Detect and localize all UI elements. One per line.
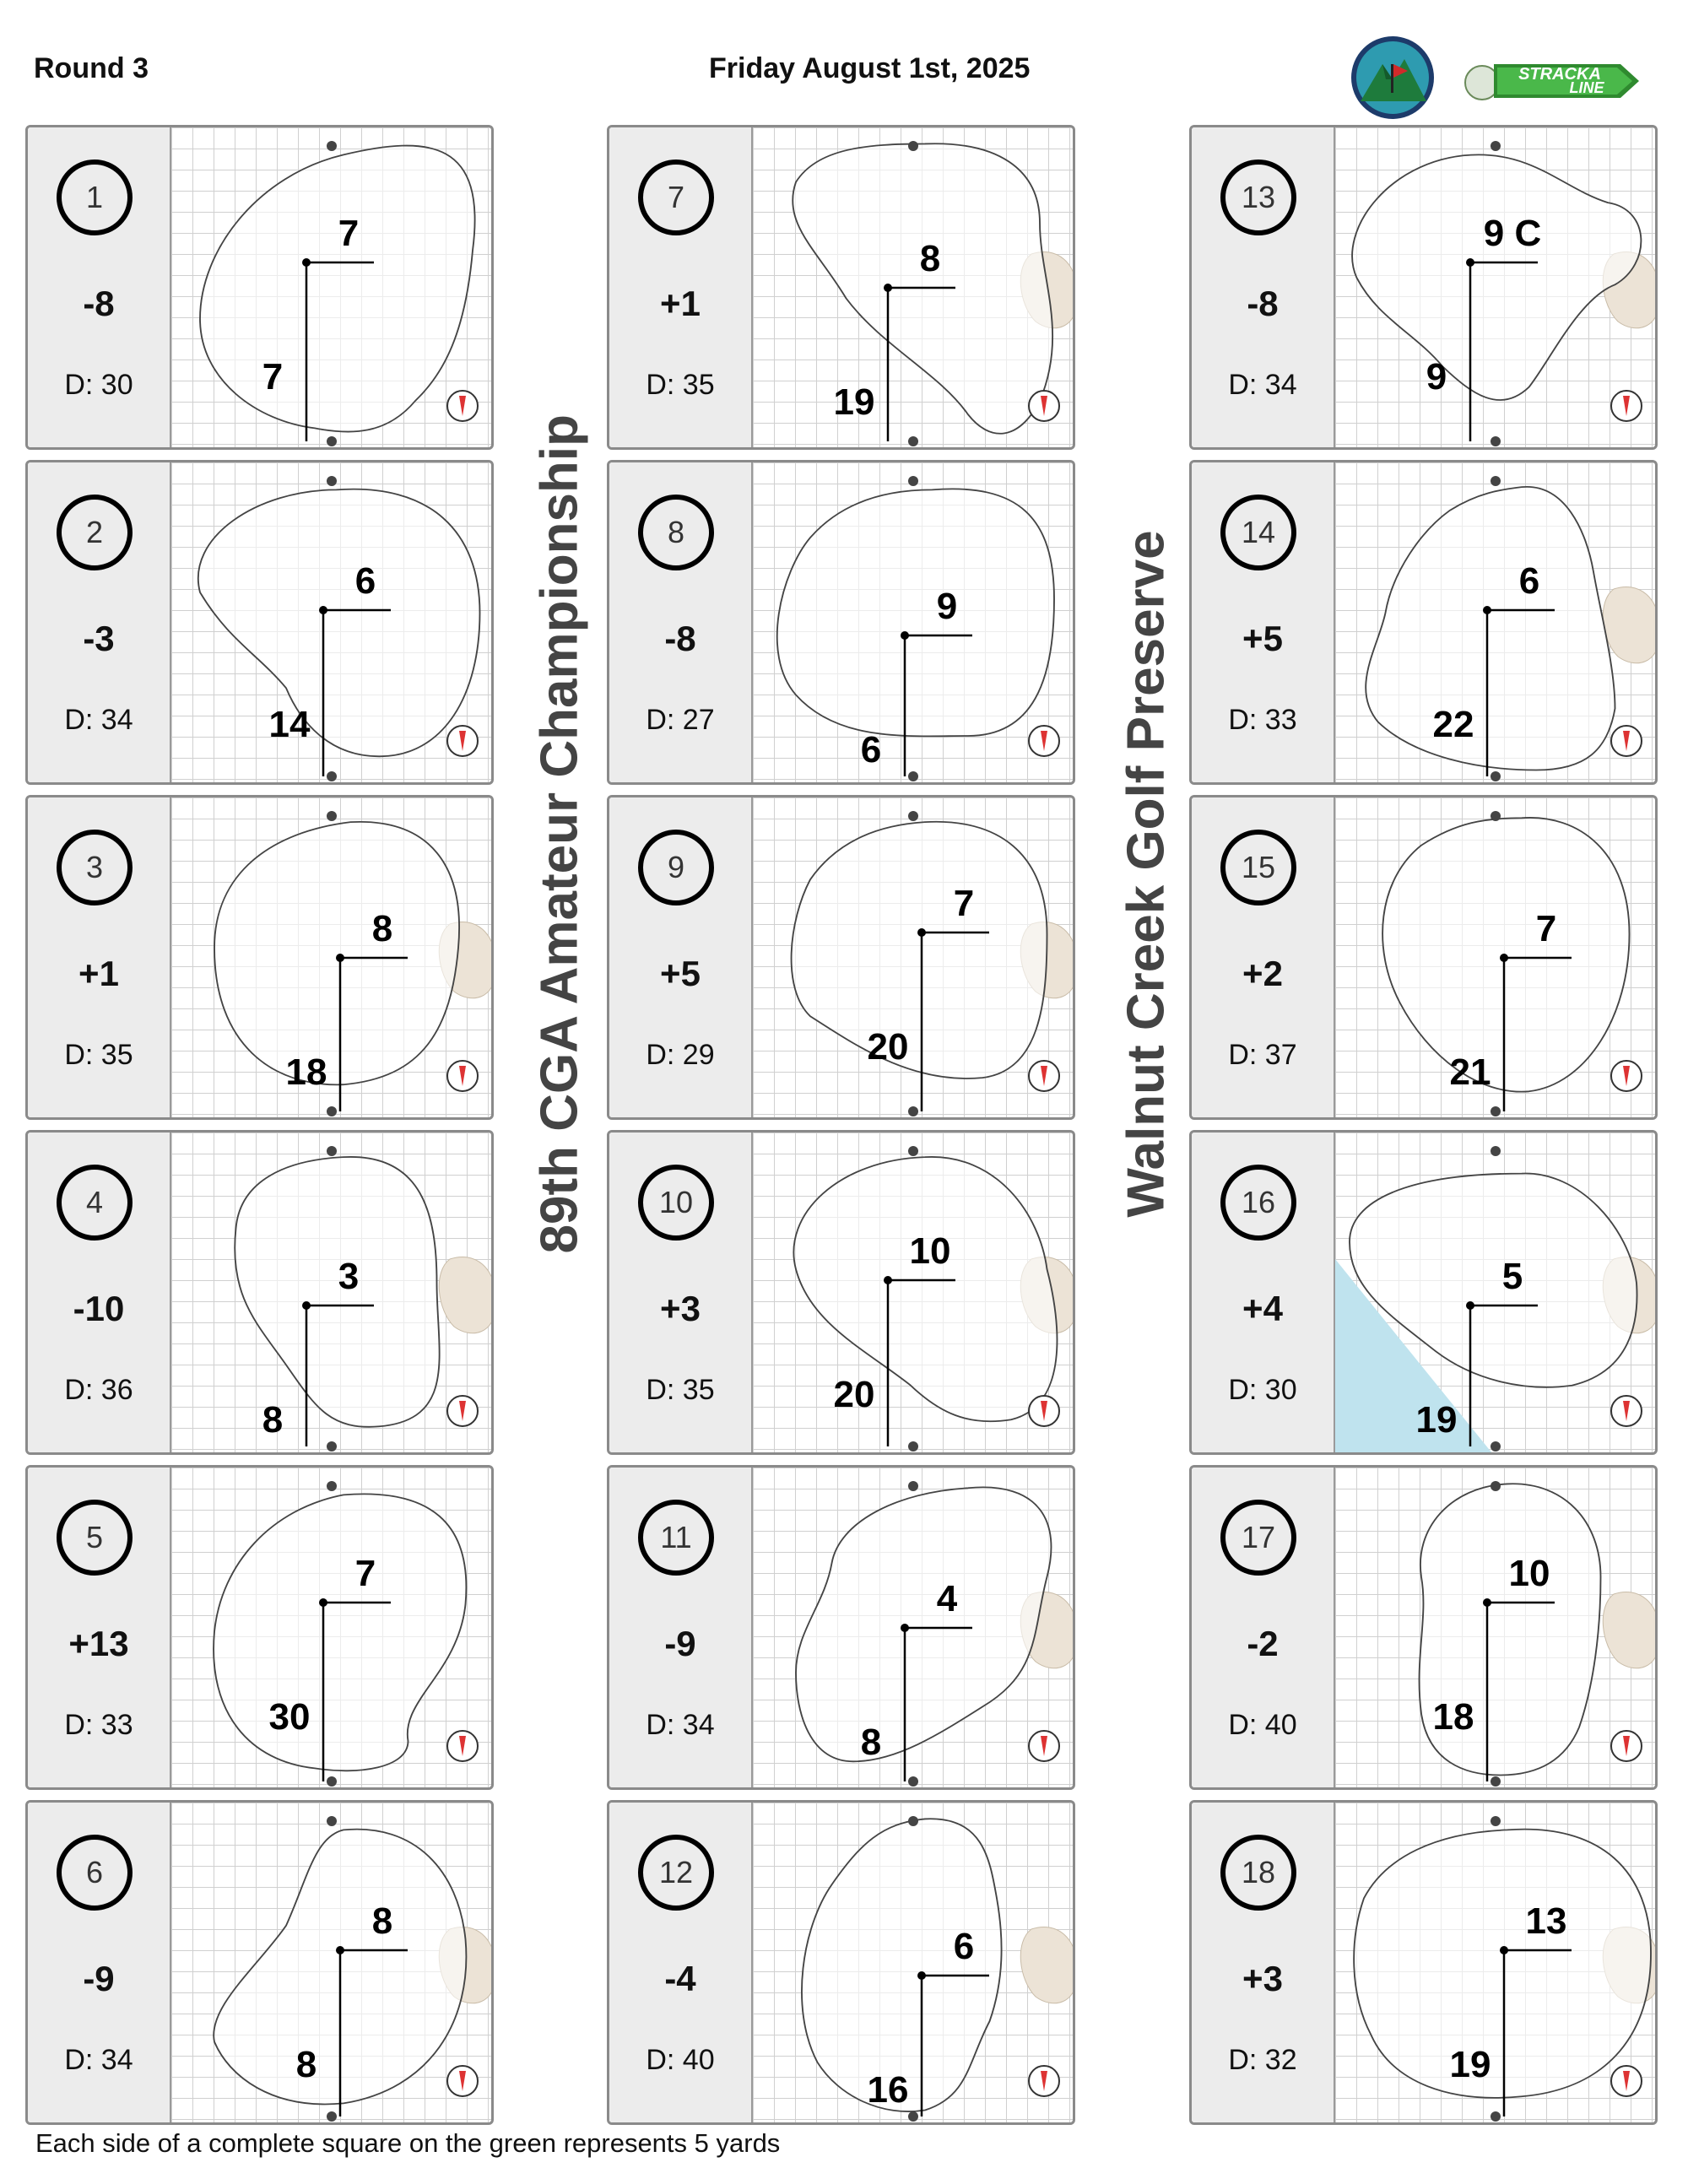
bunker	[1603, 587, 1656, 662]
pin-side-yards: 8	[371, 1900, 393, 1942]
hole-card	[1189, 1800, 1658, 2125]
hole-number: 13	[1220, 159, 1296, 235]
compass-icon	[1029, 1061, 1059, 1091]
green-diagram	[1335, 797, 1656, 1117]
pin-location	[884, 1276, 892, 1284]
pin-side-yards: 6	[354, 560, 376, 602]
green-front-marker	[908, 436, 918, 446]
green-outline	[200, 146, 475, 432]
compass-icon	[447, 1731, 478, 1761]
pin-location	[319, 606, 327, 614]
green-back-marker	[908, 476, 918, 486]
hole-card	[607, 1465, 1075, 1790]
hole-info-panel	[1192, 797, 1335, 1117]
compass-icon	[1611, 1061, 1642, 1091]
hole-number: 10	[638, 1165, 714, 1241]
hole-info-panel	[28, 1803, 171, 2122]
pin-front-yards: 16	[867, 2069, 909, 2111]
green-back-marker	[327, 811, 337, 821]
green-outline	[1354, 1830, 1651, 2098]
pin-front-yards: 20	[867, 1026, 909, 1068]
pin-location	[1483, 606, 1491, 614]
compass-icon	[447, 391, 478, 421]
green-diagram	[1335, 462, 1656, 782]
green-front-marker	[327, 2111, 337, 2122]
green-depth: D: 34	[1228, 369, 1297, 401]
green-front-marker	[908, 1776, 918, 1787]
pin-front-yards: 19	[1449, 2044, 1491, 2085]
green-diagram	[171, 1133, 492, 1452]
green-diagram	[1335, 1468, 1656, 1787]
green-outline	[1366, 487, 1615, 770]
compass-icon	[447, 2066, 478, 2096]
green-outline	[777, 489, 1054, 736]
pin-front-yards: 9	[1426, 356, 1447, 397]
green-depth: D: 29	[646, 1039, 715, 1071]
hole-card	[25, 1465, 494, 1790]
green-front-marker	[1491, 1106, 1501, 1116]
green-back-marker	[327, 1481, 337, 1491]
hole-score: +5	[660, 954, 701, 993]
pin-side-yards: 7	[1535, 908, 1557, 949]
green-diagram	[1335, 1133, 1656, 1452]
hole-score: +3	[1242, 1959, 1283, 1998]
hole-card	[1189, 125, 1658, 450]
course-title: Walnut Creek Golf Preserve	[1117, 530, 1176, 1218]
green-outline	[235, 1157, 439, 1427]
pin-front-yards: 8	[262, 1399, 284, 1441]
hole-score: +3	[660, 1289, 701, 1328]
pin-location	[917, 1971, 926, 1980]
hole-info-panel	[1192, 1803, 1335, 2122]
pin-side-yards: 5	[1501, 1256, 1523, 1297]
green-diagram	[171, 1468, 492, 1787]
green-back-marker	[327, 1816, 337, 1826]
hole-info-panel	[609, 1468, 753, 1787]
pin-side-yards: 4	[936, 1578, 958, 1619]
hole-number: 15	[1220, 830, 1296, 905]
compass-icon	[1029, 1731, 1059, 1761]
compass-icon	[447, 726, 478, 756]
pin-location	[1500, 954, 1508, 962]
pin-front-yards: 18	[285, 1051, 327, 1093]
green-diagram	[1335, 1803, 1656, 2122]
green-diagram	[171, 462, 492, 782]
green-front-marker	[908, 2111, 918, 2122]
hole-number: 11	[638, 1500, 714, 1576]
pin-side-yards: 9 C	[1483, 213, 1542, 254]
pin-front-yards: 14	[268, 704, 311, 745]
pin-front-yards: 8	[295, 2044, 317, 2085]
green-back-marker	[1491, 141, 1501, 151]
hole-info-panel	[609, 127, 753, 447]
pin-front-yards: 8	[860, 1722, 882, 1763]
hole-number: 6	[57, 1835, 133, 1911]
hole-info-panel	[1192, 1133, 1335, 1452]
green-front-marker	[1491, 1776, 1501, 1787]
hole-card	[1189, 460, 1658, 785]
green-depth: D: 30	[64, 369, 133, 401]
hole-number: 7	[638, 159, 714, 235]
hole-score: +2	[1242, 954, 1283, 993]
green-depth: D: 36	[64, 1374, 133, 1406]
green-diagram	[753, 1133, 1074, 1452]
compass-icon	[1029, 391, 1059, 421]
pin-location	[336, 954, 344, 962]
pin-front-yards: 22	[1432, 704, 1474, 745]
hole-card	[607, 125, 1075, 450]
hole-score: +1	[660, 284, 701, 323]
green-diagram	[753, 127, 1074, 447]
hole-score: -2	[1247, 1624, 1279, 1663]
pin-location	[302, 1301, 311, 1310]
compass-icon	[1611, 2066, 1642, 2096]
hole-score: -8	[83, 284, 115, 323]
round-label: Round 3	[34, 52, 149, 84]
pin-front-yards: 18	[1432, 1696, 1474, 1738]
green-back-marker	[327, 141, 337, 151]
pin-location	[1466, 1301, 1474, 1310]
hole-number: 2	[57, 495, 133, 570]
green-diagram	[171, 797, 492, 1117]
green-depth: D: 27	[646, 704, 715, 736]
pin-location	[1500, 1946, 1508, 1954]
pin-side-yards: 8	[371, 908, 393, 949]
compass-icon	[1029, 1396, 1059, 1426]
green-diagram	[171, 1803, 492, 2122]
hole-number: 18	[1220, 1835, 1296, 1911]
green-depth: D: 33	[64, 1709, 133, 1741]
hole-card	[25, 460, 494, 785]
hole-score: -10	[73, 1289, 125, 1328]
pin-front-yards: 7	[262, 356, 284, 397]
hole-info-panel	[609, 1133, 753, 1452]
hole-score: -9	[664, 1624, 696, 1663]
green-depth: D: 35	[646, 1374, 715, 1406]
hole-number: 1	[57, 159, 133, 235]
hole-number: 9	[638, 830, 714, 905]
green-front-marker	[327, 1441, 337, 1451]
hole-number: 17	[1220, 1500, 1296, 1576]
stracka-line-logo-icon	[1460, 52, 1646, 108]
green-depth: D: 40	[646, 2044, 715, 2076]
green-front-marker	[908, 1106, 918, 1116]
green-depth: D: 34	[64, 704, 133, 736]
pin-side-yards: 6	[953, 1926, 975, 1967]
green-front-marker	[327, 771, 337, 781]
hole-card	[607, 1800, 1075, 2125]
compass-icon	[1029, 2066, 1059, 2096]
green-outline	[214, 822, 459, 1084]
hole-card	[25, 1130, 494, 1455]
green-front-marker	[1491, 436, 1501, 446]
green-diagram	[1335, 127, 1656, 447]
pin-side-yards: 10	[909, 1230, 951, 1272]
green-diagram	[171, 127, 492, 447]
pin-front-yards: 6	[860, 729, 882, 770]
compass-icon	[1611, 726, 1642, 756]
hole-info-panel	[28, 462, 171, 782]
pin-front-yards: 20	[833, 1374, 875, 1415]
green-outline	[796, 1487, 1051, 1761]
green-front-marker	[1491, 2111, 1501, 2122]
green-depth: D: 40	[1228, 1709, 1297, 1741]
green-depth: D: 34	[646, 1709, 715, 1741]
hole-card	[25, 125, 494, 450]
compass-icon	[447, 1061, 478, 1091]
hole-info-panel	[609, 1803, 753, 2122]
hole-info-panel	[1192, 1468, 1335, 1787]
green-back-marker	[327, 1146, 337, 1156]
pin-location	[917, 928, 926, 937]
pin-location	[1483, 1598, 1491, 1607]
hole-score: -3	[83, 619, 115, 658]
hole-card	[1189, 795, 1658, 1120]
hole-info-panel	[609, 797, 753, 1117]
pin-front-yards: 19	[1415, 1399, 1458, 1441]
hole-info-panel	[1192, 127, 1335, 447]
hole-number: 4	[57, 1165, 133, 1241]
green-back-marker	[1491, 1146, 1501, 1156]
green-front-marker	[908, 1441, 918, 1451]
green-outline	[1352, 154, 1641, 400]
green-front-marker	[327, 1776, 337, 1787]
hole-card	[25, 1800, 494, 2125]
hole-number: 3	[57, 830, 133, 905]
green-diagram	[753, 797, 1074, 1117]
green-front-marker	[1491, 1441, 1501, 1451]
bunker	[1603, 1592, 1656, 1668]
green-back-marker	[908, 811, 918, 821]
hole-card	[1189, 1465, 1658, 1790]
hole-number: 16	[1220, 1165, 1296, 1241]
pin-location	[319, 1598, 327, 1607]
green-depth: D: 34	[64, 2044, 133, 2076]
pin-side-yards: 3	[338, 1256, 360, 1297]
pin-location	[901, 631, 909, 640]
hole-card	[607, 1130, 1075, 1455]
hole-score: +13	[68, 1624, 129, 1663]
green-depth: D: 32	[1228, 2044, 1297, 2076]
hole-info-panel	[28, 127, 171, 447]
green-depth: D: 35	[64, 1039, 133, 1071]
hole-card	[1189, 1130, 1658, 1455]
pin-side-yards: 9	[936, 586, 958, 627]
pin-location	[336, 1946, 344, 1954]
pin-side-yards: 13	[1525, 1900, 1567, 1942]
compass-icon	[1029, 726, 1059, 756]
green-back-marker	[1491, 1481, 1501, 1491]
hole-card	[25, 795, 494, 1120]
hole-score: +1	[78, 954, 119, 993]
pin-front-yards: 30	[268, 1696, 311, 1738]
green-front-marker	[327, 436, 337, 446]
hole-score: -8	[1247, 284, 1279, 323]
pin-front-yards: 21	[1449, 1051, 1491, 1093]
green-back-marker	[1491, 811, 1501, 821]
hole-score: -4	[664, 1959, 696, 1998]
compass-icon	[1611, 1731, 1642, 1761]
hole-number: 8	[638, 495, 714, 570]
green-depth: D: 30	[1228, 1374, 1297, 1406]
green-back-marker	[908, 1481, 918, 1491]
hole-score: +5	[1242, 619, 1283, 658]
green-outline	[792, 822, 1047, 1078]
pin-side-yards: 7	[953, 883, 975, 924]
pin-side-yards: 7	[338, 213, 360, 254]
bunker	[439, 1257, 492, 1333]
hole-card	[607, 460, 1075, 785]
pin-location	[901, 1624, 909, 1632]
pin-side-yards: 7	[354, 1553, 376, 1594]
pin-location	[884, 284, 892, 292]
logo-text-bottom: LINE	[1569, 79, 1604, 96]
green-front-marker	[1491, 771, 1501, 781]
hole-card	[607, 795, 1075, 1120]
hole-score: -9	[83, 1959, 115, 1998]
green-diagram	[753, 462, 1074, 782]
green-depth: D: 33	[1228, 704, 1297, 736]
compass-icon	[447, 1396, 478, 1426]
green-depth: D: 37	[1228, 1039, 1297, 1071]
green-back-marker	[1491, 1816, 1501, 1826]
pin-location	[1466, 258, 1474, 267]
green-outline	[214, 1494, 466, 1770]
hole-info-panel	[609, 462, 753, 782]
course-logo-icon	[1349, 34, 1436, 122]
green-back-marker	[908, 1146, 918, 1156]
hole-info-panel	[28, 1468, 171, 1787]
compass-icon	[1611, 391, 1642, 421]
green-back-marker	[327, 476, 337, 486]
bunker	[1020, 1927, 1074, 2003]
pin-location	[302, 258, 311, 267]
green-outline	[198, 489, 480, 757]
pin-front-yards: 19	[833, 381, 875, 423]
hole-score: +4	[1242, 1289, 1283, 1328]
hole-info-panel	[28, 797, 171, 1117]
green-front-marker	[327, 1106, 337, 1116]
hole-number: 12	[638, 1835, 714, 1911]
logo-text-top: STRACKA	[1518, 65, 1601, 84]
pin-side-yards: 6	[1518, 560, 1540, 602]
hole-score: -8	[664, 619, 696, 658]
compass-icon	[1611, 1396, 1642, 1426]
date-label: Friday August 1st, 2025	[709, 52, 1031, 84]
green-diagram	[753, 1468, 1074, 1787]
green-depth: D: 35	[646, 369, 715, 401]
hole-number: 14	[1220, 495, 1296, 570]
green-back-marker	[1491, 476, 1501, 486]
hole-info-panel	[28, 1133, 171, 1452]
hole-number: 5	[57, 1500, 133, 1576]
scale-footnote: Each side of a complete square on the green represents 5 yards	[35, 2128, 781, 2158]
pin-side-yards: 10	[1508, 1553, 1550, 1594]
pin-side-yards: 8	[919, 238, 941, 279]
green-back-marker	[908, 141, 918, 151]
green-front-marker	[908, 771, 918, 781]
green-diagram	[753, 1803, 1074, 2122]
event-title: 89th CGA Amateur Championship	[530, 414, 589, 1254]
hole-info-panel	[1192, 462, 1335, 782]
green-back-marker	[908, 1816, 918, 1826]
